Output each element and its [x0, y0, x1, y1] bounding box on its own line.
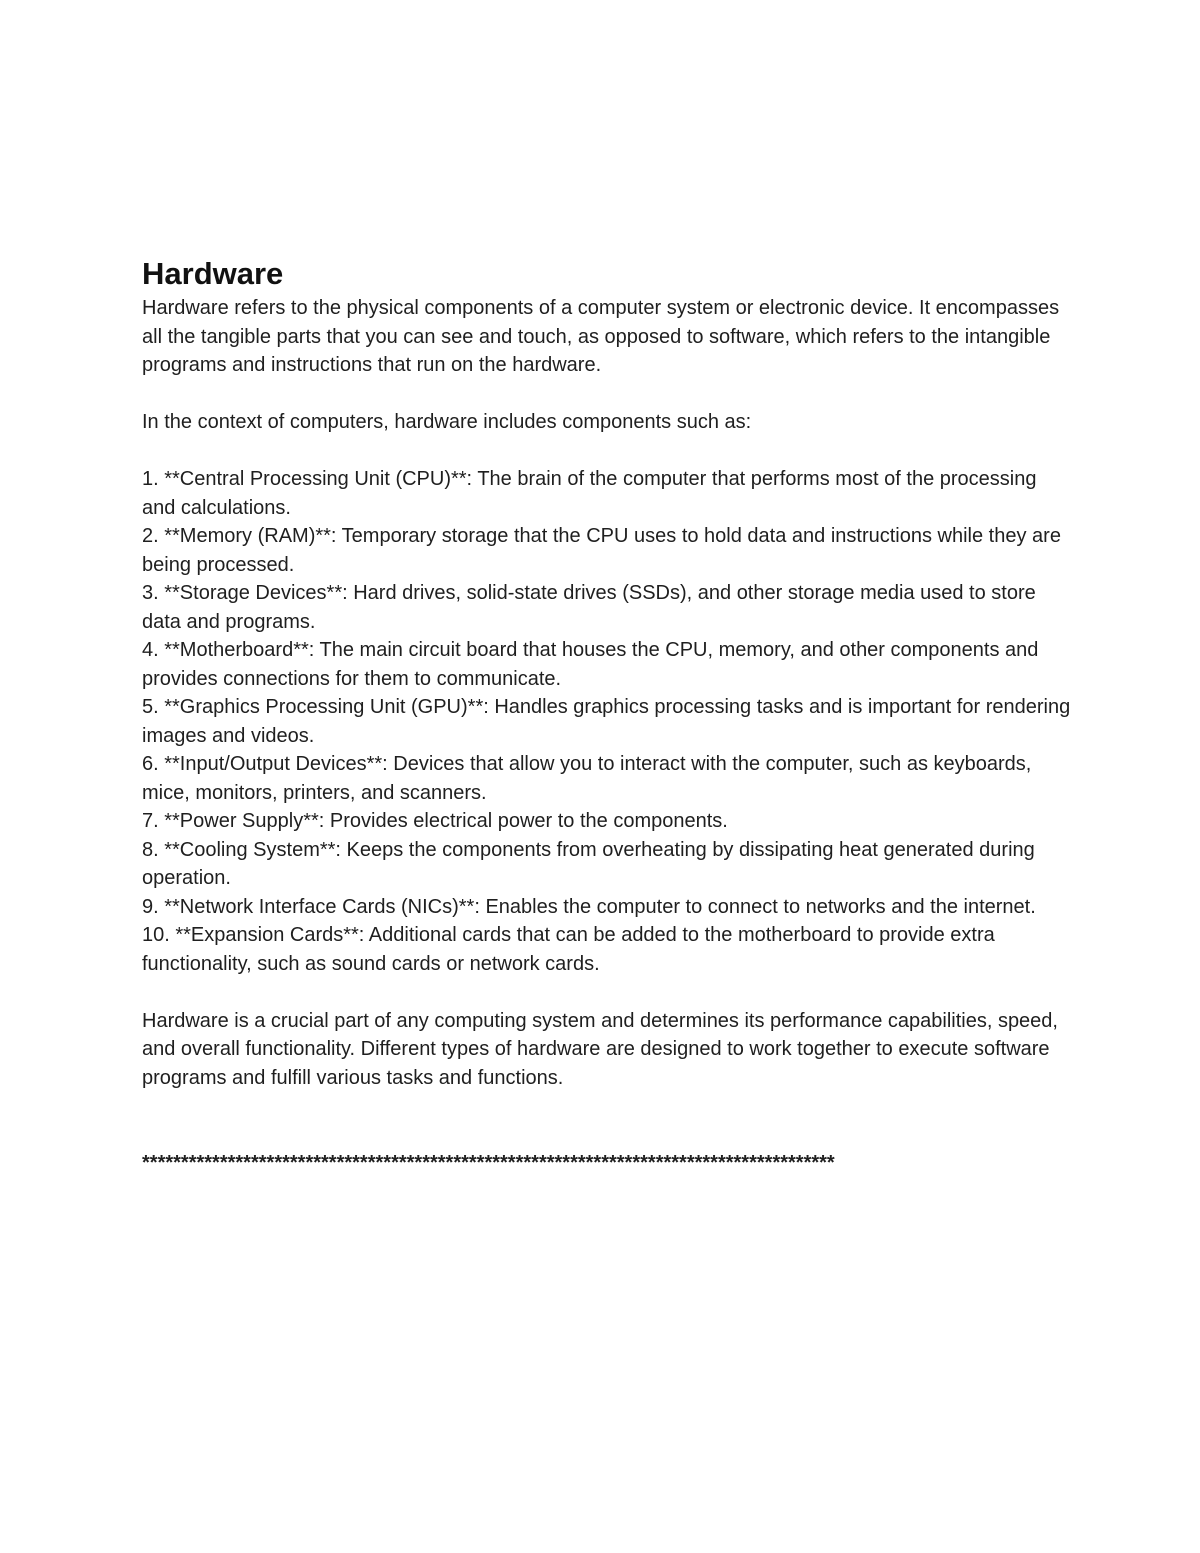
- conclusion-paragraph: Hardware is a crucial part of any computing system and determines its performance capabilities, speed, and overall functionality. Different types of hardware are designed to work together to execute software programs and fulfill various tasks and functions.: [142, 1009, 1064, 1089]
- paragraph-spacer: [142, 978, 1072, 1007]
- context-paragraph: In the context of computers, hardware includes components such as:: [142, 411, 752, 433]
- page-title: Hardware: [142, 256, 284, 291]
- list-item: 9. **Network Interface Cards (NICs)**: Enables the computer to connect to networks and the internet.: [142, 895, 1036, 918]
- paragraph-spacer: [142, 1121, 1072, 1150]
- list-item: 7. **Power Supply**: Provides electrical power to the components.: [142, 810, 728, 832]
- paragraph-spacer: [142, 1092, 1072, 1121]
- list-item: 10. **Expansion Cards**: Additional cards that can be added to the motherboard to provide extra functionality, such as sound cards or network cards.: [142, 924, 995, 975]
- paragraph-spacer: [142, 380, 1072, 409]
- list-item: 8. **Cooling System**: Keeps the components from overheating by dissipating heat generated during operation.: [142, 838, 1035, 889]
- document-page: [142, 254, 1072, 1178]
- list-item: 6. **Input/Output Devices**: Devices that allow you to interact with the computer, such as keyboards, mice, monitors, printers, and scanners.: [142, 753, 1032, 804]
- list-item: 3. **Storage Devices**: Hard drives, solid-state drives (SSDs), and other storage media used to store data and programs.: [142, 582, 1036, 633]
- list-item: 4. **Motherboard**: The main circuit board that houses the CPU, memory, and other components and provides connections for them to communicate.: [142, 639, 1039, 690]
- paragraph-spacer: [142, 437, 1072, 466]
- list-item: 2. **Memory (RAM)**: Temporary storage that the CPU uses to hold data and instructions while they are being processed.: [142, 525, 1061, 576]
- component-list: [142, 465, 1072, 978]
- list-item: 5. **Graphics Processing Unit (GPU)**: Handles graphics processing tasks and is important for rendering images and videos.: [142, 696, 1071, 747]
- intro-paragraph: Hardware refers to the physical components of a computer system or electronic device. It encompasses all the tangible parts that you can see and touch, as opposed to software, which refers to the intangible programs and instructions that run on the hardware.: [142, 297, 1065, 376]
- asterisk-divider: *****************************************************************************************: [142, 1152, 835, 1174]
- list-item: 1. **Central Processing Unit (CPU)**: The brain of the computer that performs most of the processing and calculations.: [142, 468, 1037, 519]
